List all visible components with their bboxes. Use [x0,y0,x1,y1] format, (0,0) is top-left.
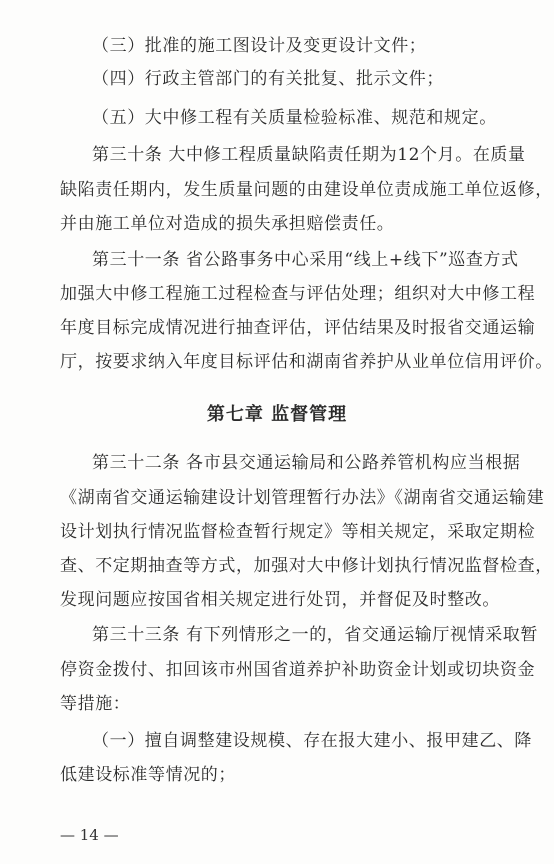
article-31-line-4: 厅，按要求纳入年度目标评估和湖南省养护从业单位信用评价。 [60,352,553,372]
article-31-line-3: 年度目标完成情况进行抽查评估，评估结果及时报省交通运输 [60,318,536,338]
list-item-4: （四）行政主管部门的有关批复、批示文件； [92,69,444,89]
article-32-line-3: 设计划执行情况监督检查暂行规定》等相关规定，采取定期检 [60,522,536,542]
article-33-line-3: 等措施： [60,694,131,714]
article-30-line-1: 第三十条 大中修工程质量缺陷责任期为12个月。在质量 [92,145,526,165]
list-item-5: （五）大中修工程有关质量检验标准、规范和规定。 [92,108,497,128]
article-32-line-1: 第三十二条 各市县交通运输局和公路养管机构应当根据 [92,453,521,473]
page-number: — 14 — [60,826,119,844]
article-32-line-2: 《湖南省交通运输建设计划管理暂行办法》《湖南省交通运输建 [60,488,545,508]
item-1-line-2: 低建设标准等情况的； [60,765,236,785]
chapter-heading: 第七章 监督管理 [206,404,348,425]
article-33-line-2: 停资金拨付、扣回该市州国省道养护补助资金计划或切块资金 [60,660,536,680]
item-1-line-1: （一）擅自调整建设规模、存在报大建小、报甲建乙、降 [92,731,532,751]
article-31-line-2: 加强大中修工程施工过程检查与评估处理；组织对大中修工程 [60,284,536,304]
article-32-line-4: 查、不定期抽查等方式，加强对大中修计划执行情况监督检查， [60,556,553,576]
list-item-3: （三）批准的施工图设计及变更设计文件； [92,36,427,56]
article-31-line-1: 第三十一条 省公路事务中心采用“线上+线下”巡查方式 [92,250,519,270]
article-30-line-2: 缺陷责任期内，发生质量问题的由建设单位责成施工单位返修， [60,180,553,200]
article-32-line-5: 发现问题应按国省相关规定进行处罚，并督促及时整改。 [60,590,500,610]
article-30-line-3: 并由施工单位对造成的损失承担赔偿责任。 [60,214,395,234]
article-33-line-1: 第三十三条 有下列情形之一的，省交通运输厅视情采取暂 [92,625,539,645]
